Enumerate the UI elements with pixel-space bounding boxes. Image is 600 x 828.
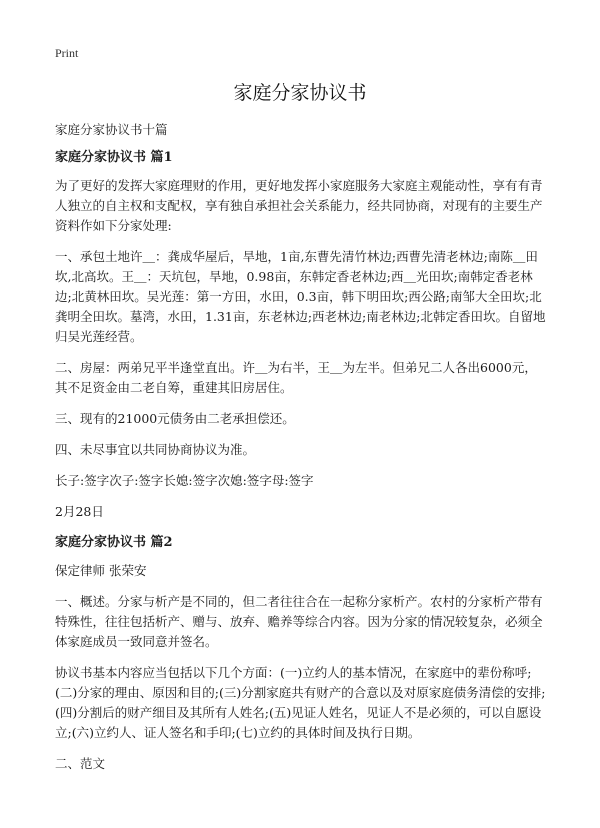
section-heading-2: 家庭分家协议书 篇2 — [55, 535, 173, 550]
paragraph: 一、承包土地许＿：龚成华屋后，旱地，1亩,东曹先清竹林边;西曹先清老林边;南陈＿田坎,北高坎。王＿：天坑包，旱地，0.98亩，东韩定香老林边;西＿光田坎;南韩定香老林边;北黄林田坎。吴光莲：第一方田，水田，0.3亩，韩下明田坎;西公路;南邹大全田坎;北龚明全田坎。墓湾，水田，1.31亩，东老林边;西老林边;南老林边;北韩定香田坎。自留地归吴光莲经营。 — [55, 249, 546, 344]
paragraph: 二、房屋：两弟兄平半逢堂直出。许＿为右半，王＿为左半。但弟兄二人各出6000元，其不足资金由二老自筹，重建其旧房居住。 — [55, 360, 537, 395]
paragraph: 三、现有的21000元债务由二老承担偿还。 — [55, 411, 295, 426]
signature-line: 长子:签字次子:签字长媳:签字次媳:签字母:签字 — [55, 473, 314, 488]
document-title: 家庭分家协议书 — [233, 82, 367, 104]
paragraph: 协议书基本内容应当包括以下几个方面：(一)立约人的基本情况，在家庭中的辈份称呼;(二)分家的理由、原因和目的;(三)分割家庭共有财产的合意以及对原家庭债务清偿的安排;(四)分割后的财产细目及其所有人姓名;(五)见证人姓名，见证人不是必须的，可以自愿设立;(六)立约人、证人签名和手印;(七)立约的具体时间及执行日期。 — [55, 665, 546, 740]
paragraph: 为了更好的发挥大家庭理财的作用，更好地发挥小家庭服务大家庭主观能动性，享有有青人独立的自主权和支配权，享有独自承担社会关系能力，经共同协商，对现有的主要生产资料作如下分家处理: — [55, 178, 543, 233]
document-subtitle: 家庭分家协议书十篇 — [55, 122, 168, 137]
date-line: 2月28日 — [55, 504, 104, 519]
section-heading-1: 家庭分家协议书 篇1 — [55, 150, 173, 165]
print-link[interactable]: Print — [55, 46, 79, 60]
author-line: 保定律师 张荣安 — [55, 563, 147, 578]
document-body — [55, 120, 547, 785]
paragraph: 四、未尽事宜以共同协商协议为准。 — [55, 442, 256, 457]
paragraph: 二、范文 — [55, 756, 106, 771]
paragraph: 一、概述。分家与析产是不同的，但二者往往合在一起称分家析产。农村的分家析产带有特殊性，往往包括析产、赠与、放弃、赡养等综合内容。因为分家的情况较复杂，必须全体家庭成员一致同意并签名。 — [55, 594, 543, 649]
